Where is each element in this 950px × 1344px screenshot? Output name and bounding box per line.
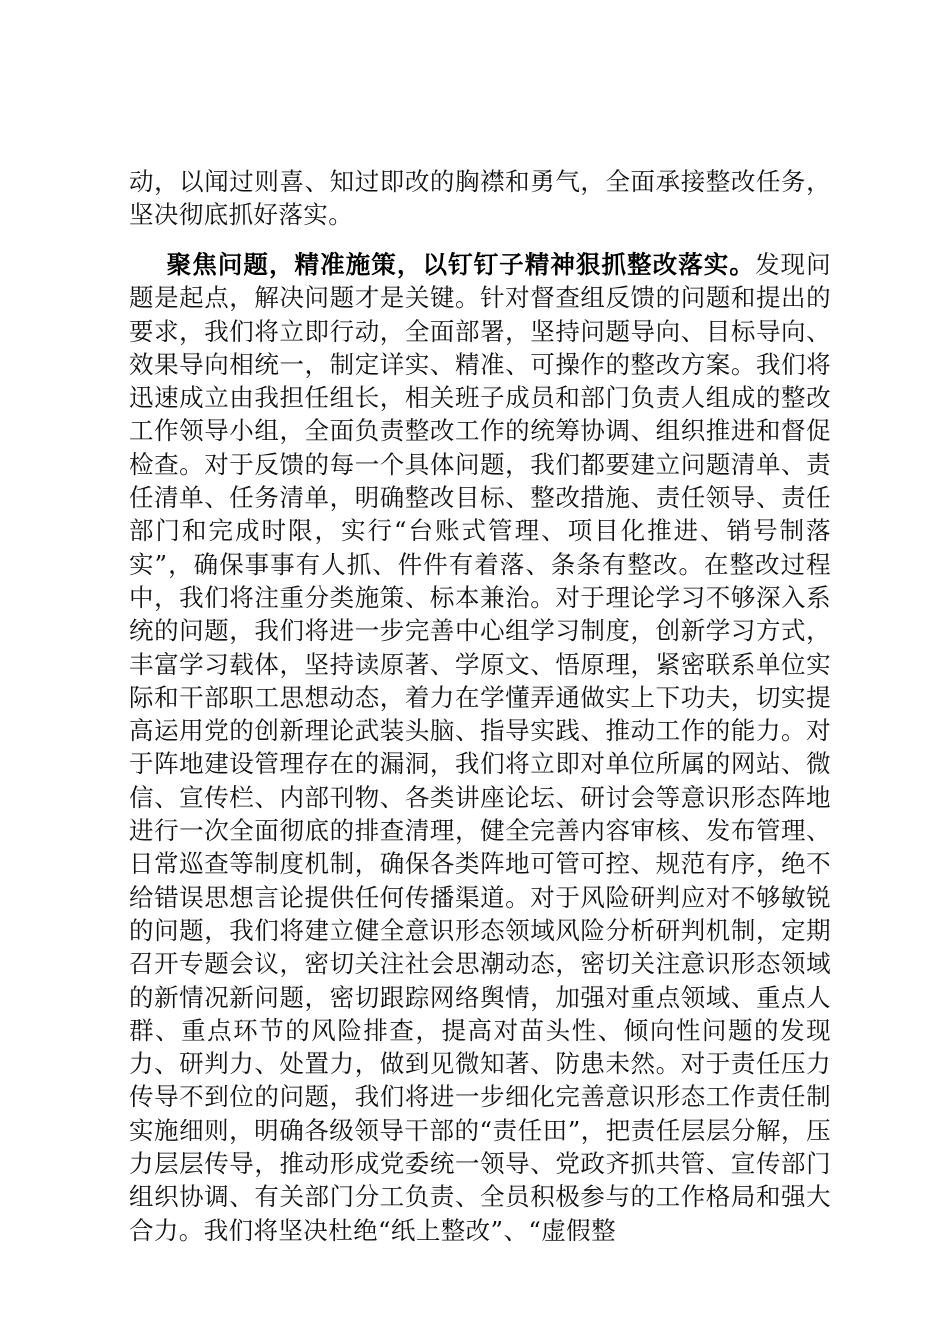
- paragraph-1-text: 动，以闻过则喜、知过即改的胸襟和勇气，全面承接整改任务，坚决彻底抓好落实。: [129, 167, 831, 230]
- paragraph-lead-sentence: 聚焦问题，精准施策，以钉钉子精神狠抓整改落实。: [166, 250, 755, 279]
- paragraph-focus-issues: [129, 248, 831, 1247]
- paragraph-body-text: 发现问题是起点，解决问题才是关键。针对督查组反馈的问题和提出的要求，我们将立即行动，全面部署，坚持问题导向、目标导向、效果导向相统一，制定详实、精准、可操作的整改方案。我们将迅速成立由我担任组长，相关班子成员和部门负责人组成的整改工作领导小组，全面负责整改工作的统筹协调、组织推进和督促检查。对于反馈的每一个具体问题，我们都要建立问题清单、责任清单、任务清单，明确整改目标、整改措施、责任领导、责任部门和完成时限，实行“台账式管理、项目化推进、销号制落实”，确保事事有人抓、件件有着落、条条有整改。在整改过程中，我们将注重分类施策、标本兼治。对于理论学习不够深入系统的问题，我们将进一步完善中心组学习制度，创新学习方式，丰富学习载体，坚持读原著、学原文、悟原理，紧密联系单位实际和干部职工思想动态，着力在学懂弄通做实上下功夫，切实提高运用党的创新理论武装头脑、指导实践、推动工作的能力。对于阵地建设管理存在的漏洞，我们将立即对单位所属的网站、微信、宣传栏、内部刊物、各类讲座论坛、研讨会等意识形态阵地进行一次全面彻底的排查清理，健全完善内容审核、发布管理、日常巡查等制度机制，确保各类阵地可管可控、规范有序，绝不给错误思想言论提供任何传播渠道。对于风险研判应对不够敏锐的问题，我们将建立健全意识形态领域风险分析研判机制，定期召开专题会议，密切关注社会思潮动态，密切关注意识形态领域的新情况新问题，密切跟踪网络舆情，加强对重点领域、重点人群、重点环节的风险排查，提高对苗头性、倾向性问题的发现力、研判力、处置力，做到见微知著、防患未然。对于责任压力传导不到位的问题，我们将进一步细化完善意识形态工作责任制实施细则，明确各级领导干部的“责任田”，把责任层层分解，压力层层传导，推动形成党委统一领导、党政齐抓共管、宣传部门组织协调、有关部门分工负责、全员积极参与的工作格局和强大合力。我们将坚决杜绝“纸上整改”、“虚假整: [129, 250, 832, 1245]
- paragraph-continued: [129, 165, 831, 232]
